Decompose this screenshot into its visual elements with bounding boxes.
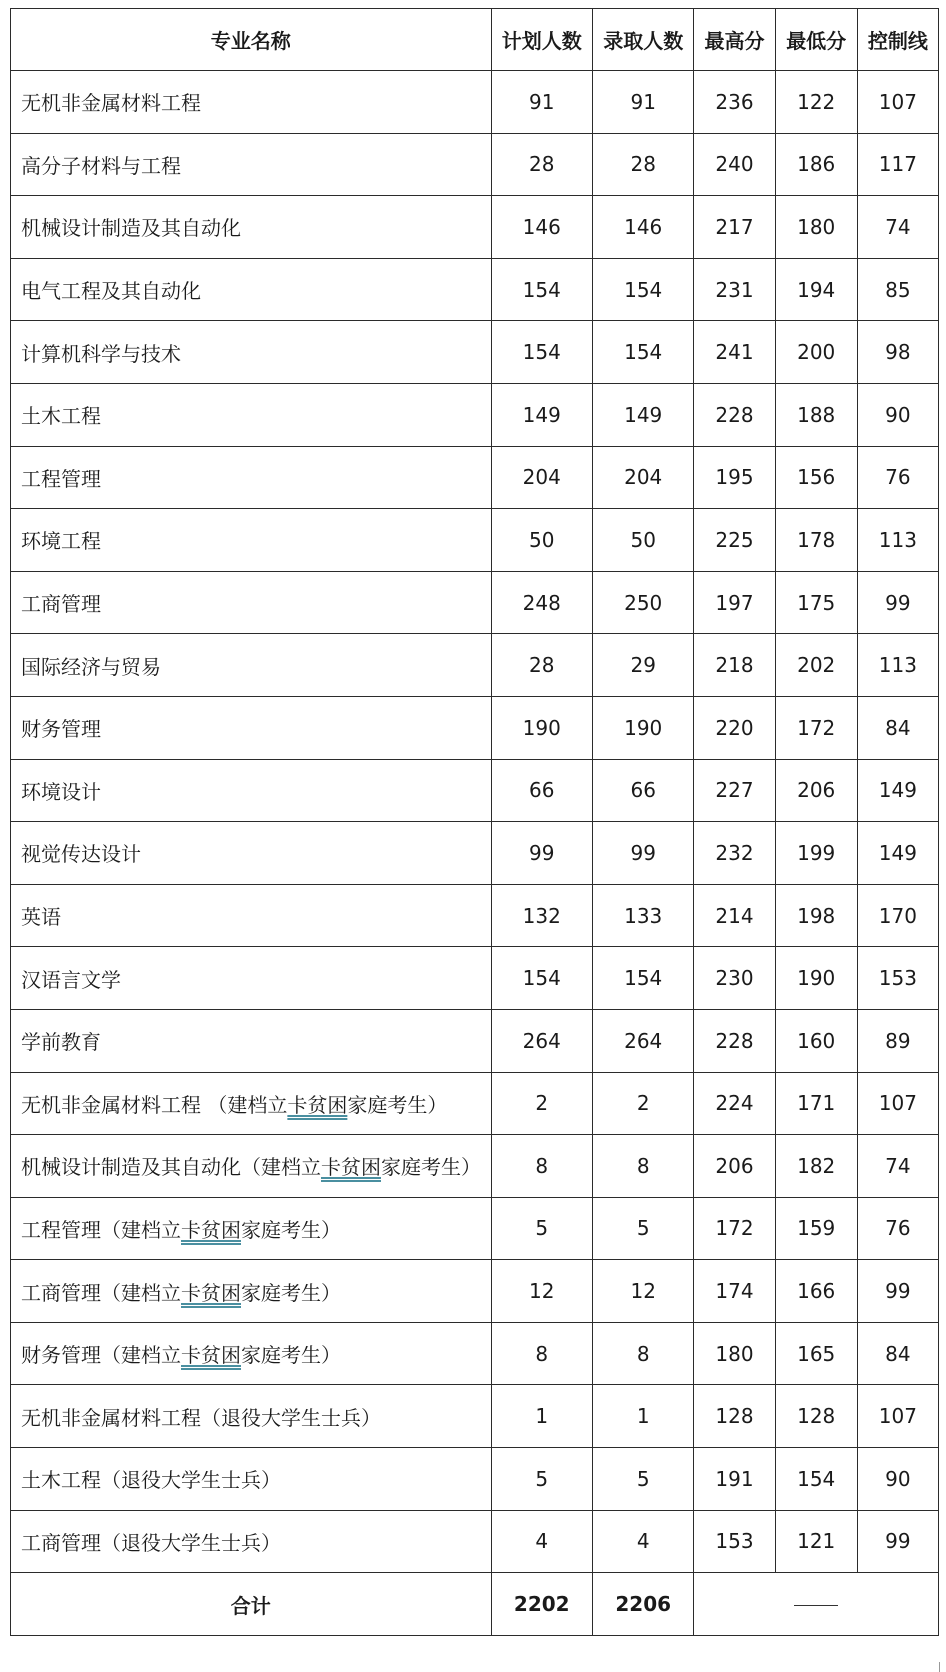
table-row — [11, 133, 939, 196]
plan-count-cell: 248 — [491, 571, 592, 634]
plan-count-cell: 99 — [491, 822, 592, 885]
plan-count-cell: 132 — [491, 884, 592, 947]
admitted-count-cell: 99 — [592, 822, 693, 885]
major-name-underlined-text: 卡贫困 — [321, 1155, 381, 1180]
admitted-count-cell: 5 — [592, 1448, 693, 1511]
table-row — [11, 1510, 939, 1573]
plan-count-cell: 28 — [491, 133, 592, 196]
min-score-cell: 160 — [775, 1009, 857, 1072]
table-row — [11, 1009, 939, 1072]
min-score-cell: 178 — [775, 509, 857, 572]
admitted-count-cell: 133 — [592, 884, 693, 947]
control-line-cell: 84 — [857, 696, 938, 759]
major-name-cell — [11, 71, 492, 134]
plan-count-cell: 8 — [491, 1135, 592, 1198]
admitted-count-cell: 154 — [592, 258, 693, 321]
table-row — [11, 947, 939, 1010]
control-line-cell: 107 — [857, 71, 938, 134]
admitted-count-cell: 154 — [592, 321, 693, 384]
min-score-cell: 175 — [775, 571, 857, 634]
max-score-cell: 241 — [694, 321, 775, 384]
major-name-underlined-text: 卡贫困 — [181, 1280, 241, 1305]
min-score-cell: 128 — [775, 1385, 857, 1448]
admitted-count-cell: 204 — [592, 446, 693, 509]
major-name-text: 机械设计制造及其自动化（建档立 — [21, 1155, 321, 1180]
min-score-cell: 202 — [775, 634, 857, 697]
min-score-cell: 194 — [775, 258, 857, 321]
max-score-cell: 174 — [694, 1260, 775, 1323]
max-score-cell: 172 — [694, 1197, 775, 1260]
plan-count-cell: 154 — [491, 321, 592, 384]
plan-count-cell: 4 — [491, 1510, 592, 1573]
control-line-cell: 90 — [857, 383, 938, 446]
plan-count-cell: 28 — [491, 634, 592, 697]
major-name-text: 视觉传达设计 — [21, 842, 141, 867]
plan-count-cell: 154 — [491, 258, 592, 321]
table-row — [11, 884, 939, 947]
table-row — [11, 571, 939, 634]
major-name-cell — [11, 1197, 492, 1260]
admitted-count-cell: 4 — [592, 1510, 693, 1573]
major-name-text: 土木工程 — [21, 404, 101, 429]
control-line-cell: 107 — [857, 1385, 938, 1448]
admitted-count-cell: 250 — [592, 571, 693, 634]
major-name-suffix-text: 家庭考生） — [381, 1155, 481, 1180]
admitted-count-cell: 12 — [592, 1260, 693, 1323]
total-blank-cell — [694, 1573, 939, 1636]
total-row — [11, 1573, 939, 1636]
max-score-cell: 128 — [694, 1385, 775, 1448]
control-line-cell: 99 — [857, 571, 938, 634]
total-label: 合计 — [11, 1573, 492, 1636]
major-name-cell — [11, 634, 492, 697]
table-body — [11, 71, 939, 1573]
header-control-line: 控制线 — [857, 9, 938, 71]
table-row — [11, 446, 939, 509]
major-name-text: 机械设计制造及其自动化 — [21, 216, 241, 241]
min-score-cell: 199 — [775, 822, 857, 885]
major-name-cell — [11, 696, 492, 759]
table-row — [11, 321, 939, 384]
max-score-cell: 227 — [694, 759, 775, 822]
major-name-text: 无机非金属材料工程 （建档立 — [21, 1092, 288, 1117]
min-score-cell: 206 — [775, 759, 857, 822]
table-row — [11, 1260, 939, 1323]
major-name-cell — [11, 1009, 492, 1072]
min-score-cell: 122 — [775, 71, 857, 134]
table-row — [11, 1197, 939, 1260]
admitted-count-cell: 91 — [592, 71, 693, 134]
plan-count-cell: 204 — [491, 446, 592, 509]
admitted-count-cell: 146 — [592, 196, 693, 259]
plan-count-cell: 91 — [491, 71, 592, 134]
max-score-cell: 228 — [694, 1009, 775, 1072]
major-name-underlined-text: 卡贫困 — [181, 1217, 241, 1242]
plan-count-cell: 12 — [491, 1260, 592, 1323]
major-name-text: 工商管理 — [21, 592, 101, 617]
plan-count-cell: 154 — [491, 947, 592, 1010]
plan-count-cell: 2 — [491, 1072, 592, 1135]
min-score-cell: 182 — [775, 1135, 857, 1198]
table-row — [11, 696, 939, 759]
admission-score-table — [10, 8, 939, 1636]
major-name-text: 电气工程及其自动化 — [21, 279, 201, 304]
table-row — [11, 383, 939, 446]
major-name-text: 土木工程（退役大学生士兵） — [21, 1468, 281, 1493]
control-line-cell: 74 — [857, 1135, 938, 1198]
min-score-cell: 154 — [775, 1448, 857, 1511]
major-name-cell — [11, 446, 492, 509]
max-score-cell: 220 — [694, 696, 775, 759]
max-score-cell: 153 — [694, 1510, 775, 1573]
plan-count-cell: 264 — [491, 1009, 592, 1072]
control-line-cell: 149 — [857, 822, 938, 885]
plan-count-cell: 5 — [491, 1197, 592, 1260]
plan-count-cell: 146 — [491, 196, 592, 259]
major-name-text: 环境工程 — [21, 529, 101, 554]
major-name-cell — [11, 1385, 492, 1448]
major-name-cell — [11, 1448, 492, 1511]
major-name-suffix-text: 家庭考生） — [241, 1343, 341, 1368]
control-line-cell: 84 — [857, 1322, 938, 1385]
major-name-cell — [11, 1072, 492, 1135]
max-score-cell: 232 — [694, 822, 775, 885]
table-row — [11, 1135, 939, 1198]
plan-count-cell: 1 — [491, 1385, 592, 1448]
major-name-cell — [11, 383, 492, 446]
table-header-row — [11, 9, 939, 71]
min-score-cell: 200 — [775, 321, 857, 384]
control-line-cell: 76 — [857, 446, 938, 509]
major-name-cell — [11, 1135, 492, 1198]
min-score-cell: 180 — [775, 196, 857, 259]
admitted-count-cell: 1 — [592, 1385, 693, 1448]
total-plan: 2202 — [491, 1573, 592, 1636]
control-line-cell: 107 — [857, 1072, 938, 1135]
plan-count-cell: 8 — [491, 1322, 592, 1385]
major-name-cell — [11, 1510, 492, 1573]
header-max-score: 最高分 — [694, 9, 775, 71]
major-name-cell — [11, 884, 492, 947]
major-name-suffix-text: 家庭考生） — [241, 1217, 341, 1242]
max-score-cell: 240 — [694, 133, 775, 196]
control-line-cell: 85 — [857, 258, 938, 321]
table-row — [11, 196, 939, 259]
major-name-cell — [11, 1260, 492, 1323]
admitted-count-cell: 8 — [592, 1322, 693, 1385]
admitted-count-cell: 2 — [592, 1072, 693, 1135]
table-row — [11, 759, 939, 822]
control-line-cell: 117 — [857, 133, 938, 196]
admitted-count-cell: 50 — [592, 509, 693, 572]
max-score-cell: 231 — [694, 258, 775, 321]
max-score-cell: 228 — [694, 383, 775, 446]
control-line-cell: 99 — [857, 1510, 938, 1573]
admitted-count-cell: 154 — [592, 947, 693, 1010]
admitted-count-cell: 28 — [592, 133, 693, 196]
major-name-text: 环境设计 — [21, 779, 101, 804]
control-line-cell: 89 — [857, 1009, 938, 1072]
control-line-cell: 149 — [857, 759, 938, 822]
major-name-text: 无机非金属材料工程（退役大学生士兵） — [21, 1405, 381, 1430]
table-row — [11, 258, 939, 321]
plan-count-cell: 190 — [491, 696, 592, 759]
major-name-text: 高分子材料与工程 — [21, 153, 181, 178]
min-score-cell: 121 — [775, 1510, 857, 1573]
max-score-cell: 224 — [694, 1072, 775, 1135]
control-line-cell: 153 — [857, 947, 938, 1010]
plan-count-cell: 5 — [491, 1448, 592, 1511]
major-name-suffix-text: 家庭考生） — [241, 1280, 341, 1305]
header-major-name: 专业名称 — [11, 9, 492, 71]
max-score-cell: 191 — [694, 1448, 775, 1511]
table-row — [11, 71, 939, 134]
major-name-text: 无机非金属材料工程 — [21, 91, 201, 116]
table-row — [11, 1448, 939, 1511]
control-line-cell: 113 — [857, 509, 938, 572]
admitted-count-cell: 264 — [592, 1009, 693, 1072]
major-name-cell — [11, 571, 492, 634]
table-row — [11, 822, 939, 885]
major-name-cell — [11, 258, 492, 321]
major-name-cell — [11, 759, 492, 822]
major-name-text: 工商管理（建档立 — [21, 1280, 181, 1305]
min-score-cell: 166 — [775, 1260, 857, 1323]
max-score-cell: 180 — [694, 1322, 775, 1385]
plan-count-cell: 66 — [491, 759, 592, 822]
major-name-text: 汉语言文学 — [21, 967, 121, 992]
plan-count-cell: 50 — [491, 509, 592, 572]
min-score-cell: 171 — [775, 1072, 857, 1135]
major-name-text: 英语 — [21, 905, 61, 930]
admitted-count-cell: 29 — [592, 634, 693, 697]
major-name-text: 国际经济与贸易 — [21, 654, 161, 679]
min-score-cell: 188 — [775, 383, 857, 446]
max-score-cell: 225 — [694, 509, 775, 572]
max-score-cell: 217 — [694, 196, 775, 259]
header-plan-count: 计划人数 — [491, 9, 592, 71]
admitted-count-cell: 8 — [592, 1135, 693, 1198]
major-name-text: 计算机科学与技术 — [21, 341, 181, 366]
major-name-underlined-text: 卡贫困 — [181, 1343, 241, 1368]
major-name-cell — [11, 509, 492, 572]
plan-count-cell: 149 — [491, 383, 592, 446]
header-min-score: 最低分 — [775, 9, 857, 71]
major-name-cell — [11, 321, 492, 384]
table-row — [11, 1072, 939, 1135]
corner-mark — [939, 1662, 940, 1672]
control-line-cell: 170 — [857, 884, 938, 947]
control-line-cell: 90 — [857, 1448, 938, 1511]
min-score-cell: 190 — [775, 947, 857, 1010]
total-admitted: 2206 — [592, 1573, 693, 1636]
major-name-text: 工程管理 — [21, 466, 101, 491]
min-score-cell: 156 — [775, 446, 857, 509]
table-row — [11, 509, 939, 572]
table-row — [11, 1385, 939, 1448]
dash-mark — [794, 1605, 838, 1606]
admitted-count-cell: 5 — [592, 1197, 693, 1260]
max-score-cell: 214 — [694, 884, 775, 947]
min-score-cell: 198 — [775, 884, 857, 947]
min-score-cell: 159 — [775, 1197, 857, 1260]
header-admitted-count: 录取人数 — [592, 9, 693, 71]
max-score-cell: 206 — [694, 1135, 775, 1198]
max-score-cell: 218 — [694, 634, 775, 697]
major-name-text: 财务管理 — [21, 717, 101, 742]
major-name-cell — [11, 1322, 492, 1385]
major-name-text: 工程管理（建档立 — [21, 1217, 181, 1242]
major-name-text: 学前教育 — [21, 1030, 101, 1055]
control-line-cell: 99 — [857, 1260, 938, 1323]
max-score-cell: 197 — [694, 571, 775, 634]
control-line-cell: 76 — [857, 1197, 938, 1260]
max-score-cell: 230 — [694, 947, 775, 1010]
admitted-count-cell: 66 — [592, 759, 693, 822]
control-line-cell: 113 — [857, 634, 938, 697]
major-name-text: 财务管理（建档立 — [21, 1343, 181, 1368]
major-name-text: 工商管理（退役大学生士兵） — [21, 1530, 281, 1555]
min-score-cell: 165 — [775, 1322, 857, 1385]
max-score-cell: 236 — [694, 71, 775, 134]
max-score-cell: 195 — [694, 446, 775, 509]
major-name-cell — [11, 822, 492, 885]
major-name-cell — [11, 196, 492, 259]
table-row — [11, 1322, 939, 1385]
control-line-cell: 98 — [857, 321, 938, 384]
min-score-cell: 172 — [775, 696, 857, 759]
major-name-underlined-text: 卡贫困 — [287, 1092, 348, 1117]
min-score-cell: 186 — [775, 133, 857, 196]
admitted-count-cell: 190 — [592, 696, 693, 759]
control-line-cell: 74 — [857, 196, 938, 259]
major-name-cell — [11, 133, 492, 196]
major-name-suffix-text: 家庭考生） — [347, 1092, 448, 1117]
table-row — [11, 634, 939, 697]
admitted-count-cell: 149 — [592, 383, 693, 446]
major-name-cell — [11, 947, 492, 1010]
